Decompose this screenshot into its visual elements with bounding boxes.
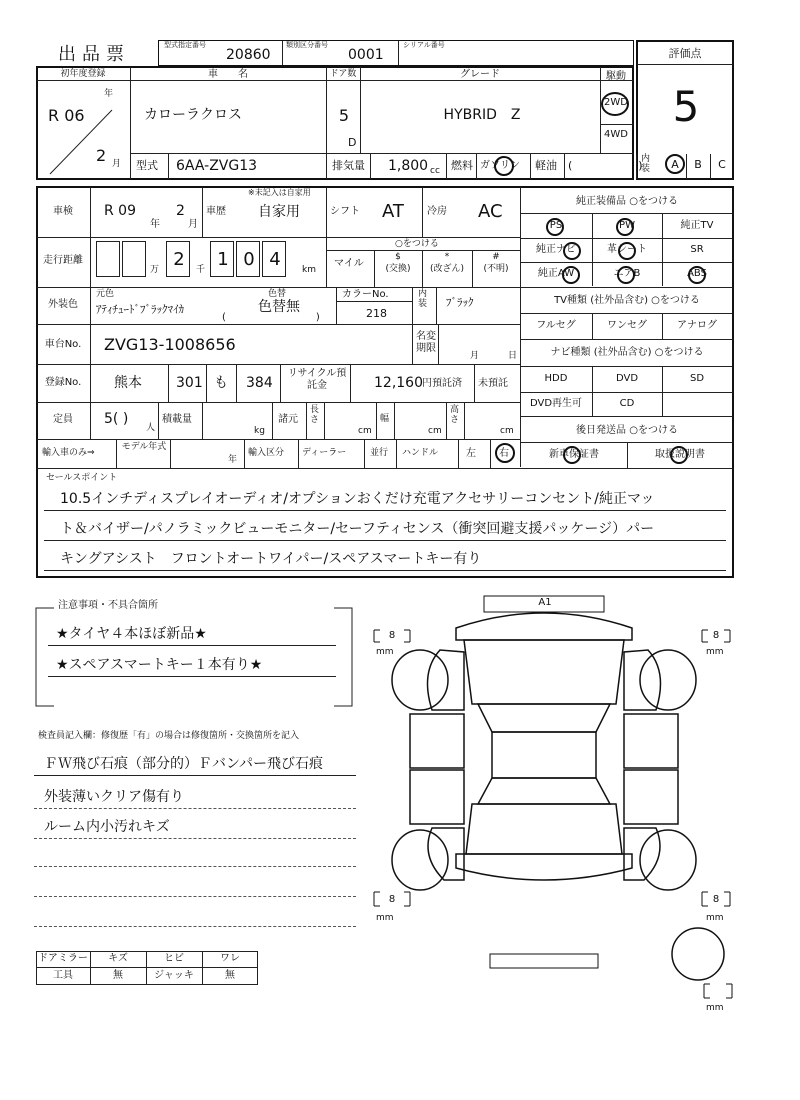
interior-color-label: 内装 <box>418 289 428 309</box>
docs-warranty-circle <box>563 446 581 464</box>
mileage-unknown-sym: # <box>492 252 500 262</box>
recycle-status: 未預託 <box>478 378 508 389</box>
history-label: 車歴 <box>206 206 226 217</box>
equip-ps-circle <box>546 218 564 236</box>
drive-label: 駆動 <box>606 71 626 82</box>
type-number-value: 20860 <box>226 47 271 63</box>
import-dealer: ディーラー <box>302 448 347 458</box>
interior-grade-label: 内装 <box>641 154 651 174</box>
class-number-label: 類別区分番号 <box>286 41 328 49</box>
recycle-label: リサイクル預託金 <box>287 368 347 391</box>
interior-color-value: ﾌﾞﾗｯｸ <box>446 296 474 309</box>
length-unit: cm <box>358 426 372 436</box>
sales-point-label: セールスポイント <box>46 473 118 483</box>
navi-cd: CD <box>619 398 635 409</box>
drive-2wd: 2WD <box>604 97 628 108</box>
grade-label: グレード <box>460 69 500 80</box>
left-front-fender <box>428 650 465 710</box>
ac-label: 冷房 <box>427 206 447 217</box>
tv-analog: アナログ <box>677 320 717 331</box>
tire-rr-depth: 8 <box>712 894 720 905</box>
equip-pw: PW <box>619 220 635 231</box>
color-no-label: カラーNo. <box>342 289 389 300</box>
roof <box>492 732 596 778</box>
handle-label: ハンドル <box>402 448 439 458</box>
mileage-man-unit: 万 <box>150 265 160 275</box>
mileage-digit-2 <box>122 241 146 277</box>
first-reg-month-unit: 月 <box>112 159 122 169</box>
chassis-label: 車台No. <box>44 339 82 350</box>
load-unit: kg <box>254 426 265 436</box>
mileage-digit-6: 4 <box>262 241 286 277</box>
exterior-color-label: 外装色 <box>48 299 78 310</box>
door-count: 5 <box>338 106 350 125</box>
mileage-mile: マイル <box>334 258 364 269</box>
page-title: 出品票 <box>58 44 130 65</box>
tire-rear-right <box>640 830 696 890</box>
tire-fr-unit: mm <box>706 647 724 657</box>
left-rear-door <box>410 770 464 824</box>
tv-title: TV種類 (社外品含む) ○をつける <box>554 295 700 306</box>
rear-bumper <box>456 854 632 880</box>
meigi-day: 日 <box>508 351 518 361</box>
history-value: 自家用 <box>258 204 300 220</box>
capacity-unit: 人 <box>146 423 156 433</box>
equip-navi: 純正ナビ <box>536 244 576 255</box>
first-reg-year-unit: 年 <box>104 89 114 99</box>
sales-line-3: キングアシスト フロントオートワイパー/スペアスマートキー有り <box>60 551 482 567</box>
mileage-digit-5: 0 <box>236 241 260 277</box>
windshield-code: A1 <box>538 597 552 608</box>
navi-title: ナビ種類 (社外品含む) ○をつける <box>550 347 704 358</box>
meigi-month: 月 <box>470 351 480 361</box>
equip-sr: SR <box>690 244 704 255</box>
height-label: 高さ <box>450 405 460 425</box>
rear-plate <box>490 954 598 968</box>
navi-sd: SD <box>689 373 705 384</box>
hood <box>464 640 624 704</box>
width-label: 幅 <box>380 414 390 424</box>
history-note: ※未記入は自家用 <box>248 188 311 197</box>
model-value: 6AA-ZVG13 <box>176 158 258 174</box>
notes-line-2: ★スペアスマートキー１本有り★ <box>56 657 263 673</box>
equip-navi-circle <box>563 242 581 260</box>
score-label: 評価点 <box>668 47 702 60</box>
tire-rr-unit: mm <box>706 913 724 923</box>
right-front-fender <box>624 650 661 710</box>
inspector-line-2: 外装薄いクリア傷有り <box>44 789 184 805</box>
shift-label: シフト <box>330 206 360 217</box>
mileage-sen-unit: 千 <box>196 265 206 275</box>
mileage-tamper: (改ざん) <box>429 264 465 274</box>
docs-title: 後日発送品 ○をつける <box>576 425 678 436</box>
serial-number-label: シリアル番号 <box>403 41 445 49</box>
door-label: ドア数 <box>329 69 357 79</box>
mileage-tamper-sym: * <box>444 252 450 262</box>
score-value: 5 <box>672 82 700 131</box>
table-jack-label: ジャッキ <box>154 970 194 981</box>
table-tools-label: 工具 <box>53 970 73 981</box>
inspection-year: R 09 <box>104 203 136 219</box>
docs-manual-circle <box>670 446 688 464</box>
load-label: 積載量 <box>162 414 192 425</box>
repaint-label: 色替 <box>268 289 287 299</box>
right-rear-door <box>624 770 678 824</box>
fuel-gasoline: ガソリン <box>480 160 520 171</box>
equip-abs: ABS <box>687 268 707 279</box>
tire-spare-unit: mm <box>706 1003 724 1013</box>
ac-value: AC <box>478 201 503 222</box>
inspection-label: 車検 <box>53 206 73 217</box>
interior-a: A <box>671 158 679 171</box>
docs-warranty: 新車保証書 <box>549 449 599 460</box>
fuel-other: ( ) <box>568 159 643 172</box>
notes-label: 注意事項・不具合箇所 <box>58 600 158 611</box>
windshield <box>478 704 610 732</box>
tire-fr-depth: 8 <box>712 630 720 641</box>
registration-class: 301 <box>176 375 203 391</box>
table-header-mirror: ドアミラー <box>38 953 88 964</box>
mileage-exchange: (交換) <box>385 264 411 274</box>
table-jack-value: 無 <box>225 970 235 981</box>
import-parallel: 並行 <box>370 448 389 458</box>
first-reg-year: R 06 <box>48 106 85 125</box>
door-type: D <box>348 136 357 149</box>
repaint-paren: ( ) <box>222 312 320 323</box>
tv-fullseg: フルセグ <box>536 320 576 331</box>
color-no-value: 218 <box>366 307 387 320</box>
handle-right: 右 <box>499 448 509 459</box>
first-reg-label: 初年度登録 <box>60 69 106 79</box>
interior-b: B <box>694 158 702 171</box>
equipment-title: 純正装備品 ○をつける <box>576 196 678 207</box>
meigi-deadline-label: 名変期限 <box>416 331 436 354</box>
tire-fl-unit: mm <box>376 647 394 657</box>
tire-rear-left <box>392 830 448 890</box>
spec-label: 諸元 <box>278 414 298 425</box>
inspection-month: 2 <box>176 203 185 219</box>
tire-rl-depth: 8 <box>388 894 396 905</box>
interior-c: C <box>718 158 726 171</box>
equip-aw-circle <box>562 266 580 284</box>
sales-line-2: ト＆バイザー/パノラミックビューモニター/セーフティセンス（衝突回避支援パッケージ）パー <box>60 521 655 537</box>
right-front-door <box>624 714 678 768</box>
chassis-value: ZVG13-1008656 <box>104 335 236 354</box>
mileage-digit-1 <box>96 241 120 277</box>
tire-front-right <box>640 650 696 710</box>
mileage-digit-4: 1 <box>210 241 234 277</box>
navi-dvd-play: DVD再生可 <box>529 398 583 409</box>
height-unit: cm <box>500 426 514 436</box>
equip-ps: PS <box>549 220 563 231</box>
navi-hdd: HDD <box>544 373 568 384</box>
original-color-value: ｱﾃｨﾁｭｰﾄﾞﾌﾞﾗｯｸﾏｲｶ <box>96 303 184 316</box>
table-header-scratch: キズ <box>108 953 128 964</box>
inspection-year-unit: 年 <box>150 219 160 230</box>
left-front-door <box>410 714 464 768</box>
registration-area: 熊本 <box>114 375 142 391</box>
mileage-exchange-sym: $ <box>395 252 401 262</box>
length-label: 長さ <box>310 405 320 425</box>
equip-airbag: エアB <box>613 268 641 279</box>
car-damage-diagram <box>360 592 740 1012</box>
class-number-value: 0001 <box>348 47 384 63</box>
displacement-label: 排気量 <box>332 159 365 172</box>
displacement-value: 1,800 <box>388 158 429 174</box>
model-year-label: モデル年式 <box>121 442 167 452</box>
shift-value: AT <box>382 201 404 222</box>
displacement-unit: cc <box>430 166 440 176</box>
grade-value: HYBRID Z <box>443 107 521 123</box>
original-color-label: 元色 <box>96 289 115 299</box>
tire-front-left <box>392 650 448 710</box>
navi-dvd: DVD <box>615 373 639 384</box>
tire-fl-depth: 8 <box>388 630 396 641</box>
equip-tv: 純正TV <box>680 220 714 231</box>
inspector-line-1: ＦＷ飛び石痕（部分的）Ｆバンパー飛び石痕 <box>44 756 324 772</box>
fuel-label: 燃料 <box>451 159 473 172</box>
inspector-line-3: ルーム内小汚れキズ <box>44 819 170 835</box>
inspection-month-unit: 月 <box>188 219 198 230</box>
table-header-crack: ヒビ <box>164 953 184 964</box>
table-header-break: ワレ <box>220 953 240 964</box>
mileage-label: 走行距離 <box>43 255 83 266</box>
notes-line-1: ★タイヤ４本ほぼ新品★ <box>56 626 207 642</box>
width-unit: cm <box>428 426 442 436</box>
import-class-label: 輸入区分 <box>248 448 285 458</box>
tv-oneseg: ワンセグ <box>607 320 647 331</box>
model-year-unit: 年 <box>228 455 238 465</box>
tire-spare <box>672 928 724 980</box>
inspector-label: 検査員記入欄：修復歴「有」の場合は修復箇所・交換箇所を記入 <box>38 731 300 741</box>
registration-number: 384 <box>246 375 273 391</box>
rear-window <box>478 778 610 804</box>
mileage-circle-note: ○をつける <box>395 239 439 249</box>
fuel-selected-circle <box>494 156 514 176</box>
car-name: カローラクロス <box>144 107 242 123</box>
car-name-label: 車 名 <box>208 69 248 80</box>
type-number-label: 型式指定番号 <box>164 41 206 49</box>
table-tools-value: 無 <box>113 970 123 981</box>
trunk <box>466 804 622 854</box>
fuel-diesel: 軽油 <box>535 159 557 172</box>
recycle-unit: 円預託済 <box>422 378 462 389</box>
first-reg-slash <box>46 108 116 176</box>
registration-label: 登録No. <box>44 377 82 388</box>
equip-pw-circle <box>616 218 634 236</box>
model-label: 型式 <box>136 159 158 172</box>
sales-line-1: 10.5インチディスプレイオーディオ/オプションおくだけ充電アクセサリーコンセント/純正マッ <box>60 491 655 507</box>
repaint-value: 色替無 <box>258 299 300 315</box>
capacity-label: 定員 <box>53 414 73 425</box>
equip-aw: 純正AW <box>537 268 575 279</box>
drive-4wd: 4WD <box>604 129 628 140</box>
registration-kana: も <box>214 375 228 391</box>
import-label: 輸入車のみ⇒ <box>42 448 95 458</box>
mileage-unknown: (不明) <box>483 264 509 274</box>
equip-leather-circle <box>618 242 636 260</box>
docs-manual: 取扱説明書 <box>655 449 705 460</box>
equip-abs-circle <box>688 266 706 284</box>
recycle-value: 12,160 <box>374 375 423 391</box>
mileage-digit-3: 2 <box>166 241 190 277</box>
handle-left: 左 <box>466 448 476 459</box>
mileage-unit: km <box>302 265 316 275</box>
front-bumper <box>456 613 632 640</box>
first-reg-month: 2 <box>96 146 107 165</box>
capacity-value: 5( ) <box>104 411 129 427</box>
tire-rl-unit: mm <box>376 913 394 923</box>
equip-airbag-circle <box>617 266 635 284</box>
equip-leather: 革シート <box>607 244 647 255</box>
